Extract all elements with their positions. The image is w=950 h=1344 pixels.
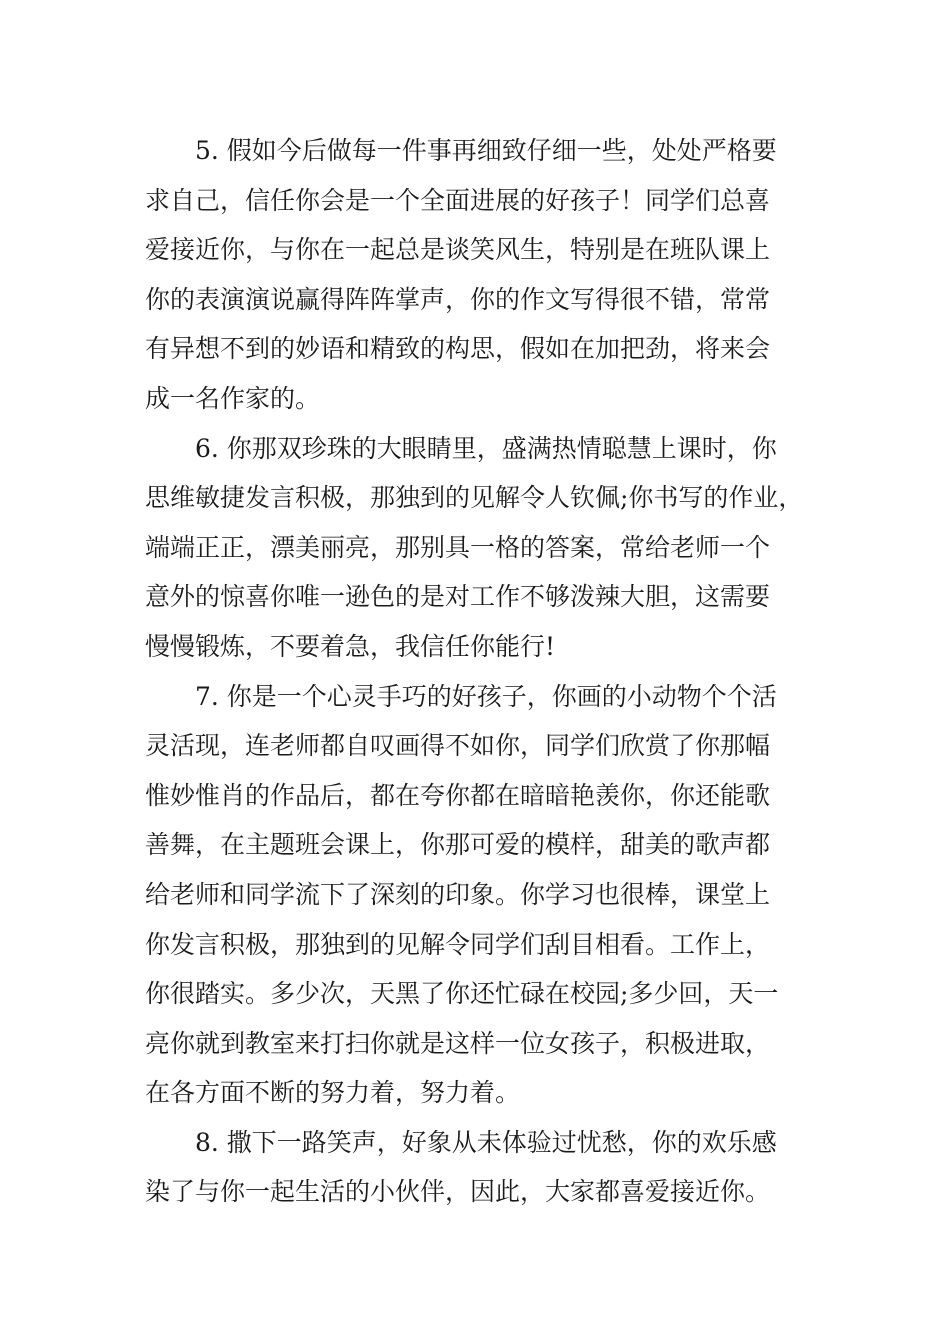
paragraph-5 — [145, 126, 825, 424]
paragraph-6 — [145, 424, 825, 672]
paragraph-line: 意外的惊喜你唯一逊色的是对工作不够泼辣大胆，这需要 — [145, 582, 771, 612]
paragraph-line: 慢慢锻炼，不要着急，我信任你能行! — [145, 631, 556, 661]
paragraph-line: 善舞，在主题班会课上，你那可爱的模样，甜美的歌声都 — [145, 830, 771, 860]
paragraph-line: 染了与你一起生活的小伙伴，因此，大家都喜爱接近你。 — [145, 1177, 771, 1207]
paragraph-line: 6. 你那双珍珠的大眼睛里，盛满热情聪慧上课时，你 — [195, 433, 777, 463]
paragraph-8 — [145, 1118, 825, 1217]
paragraph-line: 亮你就到教室来打扫你就是这样一位女孩子，积极进取， — [145, 1028, 771, 1058]
paragraph-line: 灵活现，连老师都自叹画得不如你，同学们欣赏了你那幅 — [145, 731, 771, 761]
paragraph-line: 思维敏捷发言积极，那独到的见解令人钦佩;你书写的作业， — [145, 483, 804, 513]
paragraph-line: 在各方面不断的努力着，努力着。 — [145, 1078, 521, 1108]
paragraph-line: 成一名作家的。 — [145, 383, 321, 413]
paragraph-line: 爱接近你，与你在一起总是谈笑风生，特别是在班队课上 — [145, 235, 771, 265]
paragraph-line: 惟妙惟肖的作品后，都在夸你都在暗暗艳羡你，你还能歌 — [145, 780, 771, 810]
paragraph-line: 你很踏实。多少次，天黑了你还忙碌在校园;多少回，天一 — [145, 979, 779, 1009]
paragraph-line: 5. 假如今后做每一件事再细致仔细一些，处处严格要 — [195, 136, 777, 165]
paragraph-line: 8. 撒下一路笑声，好象从未体验过忧愁，你的欢乐感 — [195, 1127, 777, 1157]
paragraph-line: 有异想不到的妙语和精致的构思，假如在加把劲，将来会 — [145, 334, 771, 364]
paragraph-line: 求自己，信任你会是一个全面进展的好孩子！同学们总喜 — [145, 185, 771, 215]
paragraph-7 — [145, 672, 825, 1118]
paragraph-line: 你发言积极，那独到的见解令同学们刮目相看。工作上， — [145, 929, 771, 959]
document-body — [145, 126, 825, 1217]
paragraph-line: 你的表演演说赢得阵阵掌声，你的作文写得很不错，常常 — [145, 284, 771, 314]
paragraph-line: 7. 你是一个心灵手巧的好孩子，你画的小动物个个活 — [195, 681, 777, 711]
paragraph-line: 给老师和同学流下了深刻的印象。你学习也很棒，课堂上 — [145, 879, 771, 909]
paragraph-line: 端端正正，漂美丽亮，那别具一格的答案，常给老师一个 — [145, 532, 771, 562]
